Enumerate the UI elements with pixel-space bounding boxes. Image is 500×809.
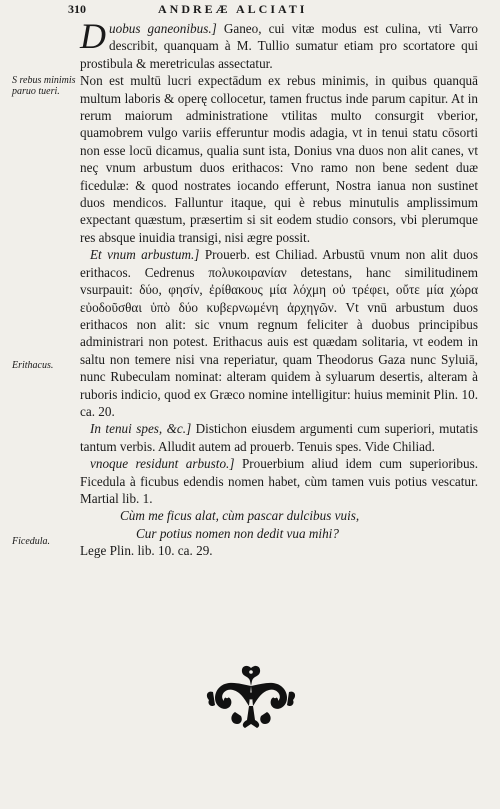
verse-line-2: Cur potius nomen non dedit vua mihi? xyxy=(136,525,339,541)
paragraph-arbustum xyxy=(80,246,478,420)
page-header xyxy=(68,2,468,18)
paragraph-text: Distichon eiusdem argumenti cum superiori, mutatis tantum verbis. Alludit autem ad prouerb. Tenuis spes. Vide Chiliad. xyxy=(80,421,478,454)
commentary-text xyxy=(80,16,478,560)
paragraph-ganeo xyxy=(80,16,478,72)
lemma: Duobus ganeonibus.] xyxy=(80,16,217,56)
lemma: vnoque residunt arbusto.] xyxy=(90,456,235,472)
margin-note-erithacus: Erithacus. xyxy=(12,360,54,371)
paragraph-rebus-minimis xyxy=(80,72,478,246)
paragraph-text: Non est multū lucri expectādum ex rebus minimis, in quibus quanquā multum laboris & operę collocetur, tamen fructus inde parum capitur. At in rerum maiorum administratione vtilitas multo consurgit vberior, quamobrem vulgo variis efferuntur modis adagia, vt in tenui statu cōsorti non esse locū dicamus, qualia sunt ista, Donius vna duos non alit canes, vt neç vnum arbustum duos erithacos: Vno ramo non bene sedent duæ ficedulæ: & quod nostrates iocando efferunt, Nostra ianua non sustinet duos mendicos. Falluntur itaque, qui è rebus minutulis amplissimum expectant quæstum, præsertim si sit eodem studio consors, vbi plerumque res absque inuidia transigi, nisi ægre possit. xyxy=(80,73,478,245)
verse-line-1: Cùm me ficus alat, cùm pascar dulcibus vuis, xyxy=(120,508,360,524)
running-head: ANDREÆ ALCIATI xyxy=(158,2,308,16)
page-number: 310 xyxy=(68,2,86,16)
margin-note-ficedula: Ficedula. xyxy=(12,536,51,547)
lemma: In tenui spes, &c.] xyxy=(90,421,192,437)
paragraph-text: Prouerb. est Chiliad. Arbustū vnum non alit duos erithacos. Cedrenus πολυκοιρανίαν detestans, hanc similitudinem vsurpauit: δύο, φησίν, ἐρίθακους μία λόχμη οὐ τρέφει, οὔτε μία χώρα εὐοδοῦσθαι ὑπὸ δύο κυβερνωμένη ἀρχηγῶν. Vt vnū arbustum duos erithacos non alit: sic vnum regnum feliciter à duobus principibus administrari non potest. Erithacus auis est quædam solitaria, vt eodem in saltu non temere nisi vna reperiatur, quam Theodorus Gaza nunc Syluiā, nunc Rubeculam nominat: alteram quidem à syluarum desertis, alteram à ruboris indicio, quod ex Græco nomine intelligitur: huius meminit Plin. 10. ca. 20. xyxy=(80,247,478,419)
paragraph-tenui-spes xyxy=(80,420,478,455)
closing-reference: Lege Plin. lib. 10. ca. 29. xyxy=(80,543,213,559)
paragraph-ficedula xyxy=(80,455,478,507)
paragraph-text: Ganeo, cui vitæ modus est culina, vti Varro describit, quanquam à M. Tullio sumatur etiam pro scortatore qui prostibula & meretriculas assectatur. xyxy=(80,21,478,71)
lemma: Et vnum arbustum.] xyxy=(90,247,200,263)
printers-ornament-icon xyxy=(205,662,297,732)
margin-note-small-things: S rebus minimis paruo tueri. xyxy=(12,75,76,97)
paragraph-text: Prouerbium aliud idem cum superioribus. Ficedula à ficubus edendis nomen habet, cùm tamen vuis potius vescatur. Martial lib. 1. xyxy=(80,456,478,506)
